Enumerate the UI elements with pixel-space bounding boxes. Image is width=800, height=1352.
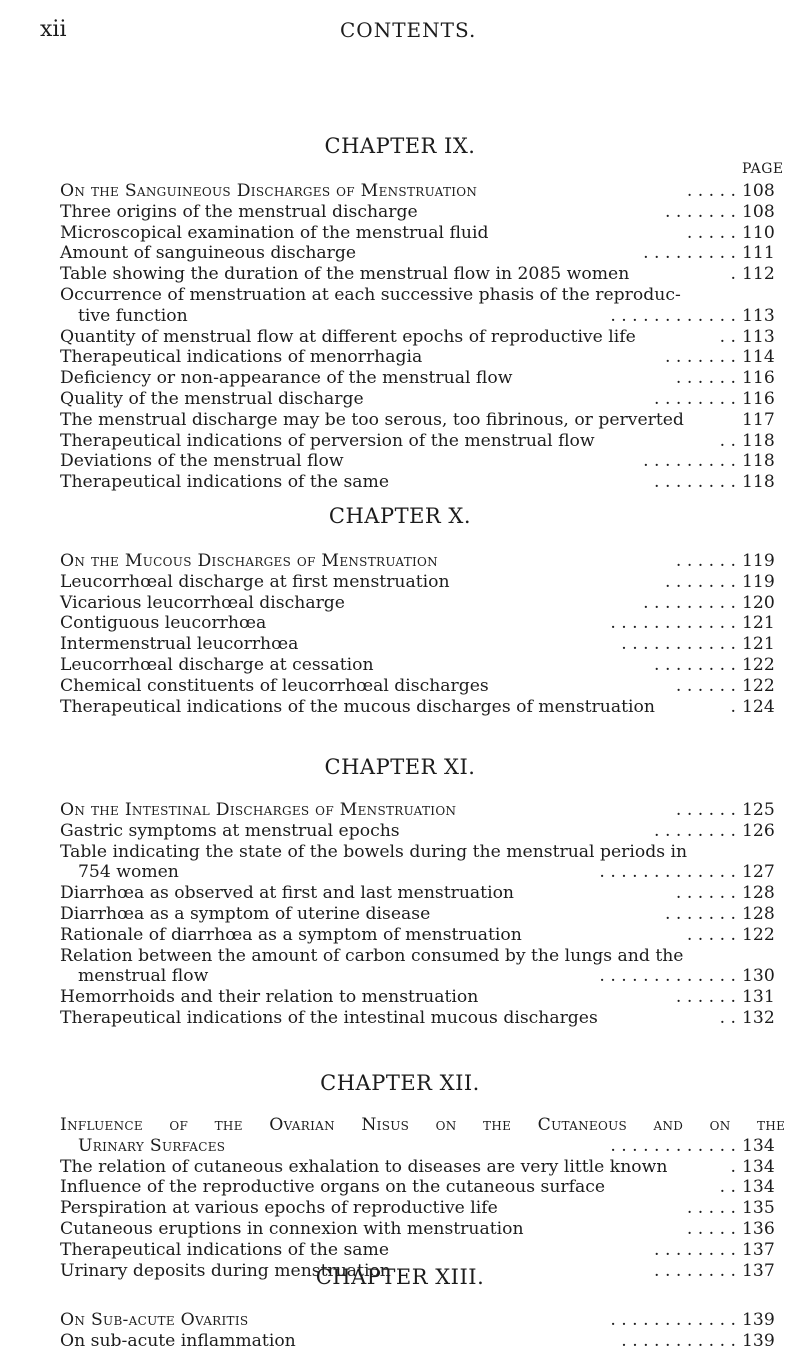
entry-page-number: 120: [742, 592, 775, 613]
entry-title: 754 women: [78, 862, 179, 883]
toc-entry: [0, 903, 800, 925]
toc-entry: [0, 263, 800, 285]
entry-page-number: 139: [742, 1310, 775, 1330]
entry-page-number: 113: [742, 326, 775, 347]
entry-title: Urinary Surfaces: [78, 1135, 226, 1156]
entry-title: Chemical constituents of leucorrhœal discharges: [60, 675, 489, 696]
dot-leader: . . . . . .: [675, 675, 736, 696]
entry-page-number: 119: [742, 551, 775, 571]
dot-leader: . .: [719, 430, 736, 451]
entry-page-number: 127: [742, 862, 775, 883]
entry-title: Three origins of the menstrual discharge: [60, 201, 418, 222]
dot-leader: . . . . . . . . . . . .: [610, 1310, 736, 1330]
toc-entry: [0, 367, 800, 389]
toc-entry: [0, 633, 800, 655]
entry-page-number: 119: [742, 571, 775, 592]
dot-leader: . . . . . . . .: [654, 655, 736, 675]
toc-section-entry: [0, 1309, 800, 1331]
entry-title: Leucorrhœal discharge at first menstruation: [60, 571, 450, 592]
entry-title: Deficiency or non-appearance of the menstrual flow: [60, 368, 513, 389]
toc-entry: [0, 388, 800, 410]
toc-entry: [0, 326, 800, 348]
entry-page-number: 128: [742, 883, 775, 904]
toc-entry: [0, 654, 800, 676]
entry-page-number: 134: [742, 1135, 775, 1156]
dot-leader: . . . . .: [686, 181, 736, 201]
toc-section-entry: [0, 550, 800, 572]
entry-page-number: 122: [742, 675, 775, 696]
entry-title: The relation of cutaneous exhalation to diseases are very little known: [60, 1156, 668, 1177]
toc-entry: [0, 1218, 800, 1240]
dot-leader: . . . . . .: [675, 883, 736, 904]
dot-leader: . . . . .: [686, 1198, 736, 1219]
entry-page-number: 137: [742, 1260, 775, 1281]
entry-page-number: 111: [742, 243, 775, 264]
entry-title: Contiguous leucorrhœa: [60, 613, 267, 634]
entry-title: menstrual flow: [78, 966, 209, 987]
entry-title: Influence of the reproductive organs on the cutaneous surface: [60, 1177, 606, 1198]
toc-section-entry: [0, 1114, 800, 1136]
dot-leader: . . . . . . . .: [654, 1260, 736, 1281]
entry-title: Therapeutical indications of the intestinal mucous discharges: [60, 1008, 598, 1028]
entry-title: On the Sanguineous Discharges of Menstruation: [60, 181, 478, 201]
dot-leader: . . . . . . . . .: [643, 592, 736, 613]
chapter-heading: CHAPTER XII.: [320, 1071, 480, 1095]
dot-leader: . . . . . . .: [664, 201, 736, 222]
entry-page-number: 116: [742, 368, 775, 389]
entry-page-number: 112: [742, 264, 775, 285]
toc-entry: [0, 222, 800, 244]
dot-leader: . . . . . . . . . . . .: [610, 305, 736, 326]
dot-leader: . . . . . . .: [664, 571, 736, 592]
dot-leader: . . . . . .: [675, 987, 736, 1008]
entry-title: Leucorrhœal discharge at cessation: [60, 655, 374, 675]
toc-entry: [0, 201, 800, 223]
entry-title: The menstrual discharge may be too serous, too fibrinous, or perverted: [60, 409, 684, 430]
toc-entry: [0, 571, 800, 593]
toc-entry: [0, 1197, 800, 1219]
dot-leader: . . . . . . . . .: [643, 243, 736, 264]
dot-leader: . . . . .: [686, 1219, 736, 1239]
toc-section-entry: [0, 180, 800, 202]
entry-title: Perspiration at various epochs of reproductive life: [60, 1198, 498, 1219]
entry-page-number: 108: [742, 201, 775, 222]
entry-title: tive function: [78, 305, 188, 326]
dot-leader: . . . . . . . .: [654, 820, 736, 841]
dot-leader: . . . . .: [686, 924, 736, 945]
toc-entry: [0, 924, 800, 946]
toc-entry: [0, 675, 800, 697]
chapter-heading: CHAPTER IX.: [324, 134, 476, 158]
entry-title: On Sub-acute Ovaritis: [60, 1310, 249, 1330]
dot-leader: . . . . . . . . .: [643, 451, 736, 472]
entry-title: Therapeutical indications of perversion of the menstrual flow: [60, 430, 595, 451]
entry-page-number: 110: [742, 222, 775, 243]
entry-title: Therapeutical indications of the same: [60, 1239, 390, 1260]
entry-title: Vicarious leucorrhœal discharge: [60, 592, 345, 613]
toc-entry: [0, 346, 800, 368]
dot-leader: . . . . . . . . . . . . .: [599, 966, 736, 987]
entry-page-number: 125: [742, 800, 775, 820]
entry-page-number: 134: [742, 1156, 775, 1177]
toc-entry: [0, 696, 800, 718]
chapter-heading: CHAPTER X.: [328, 504, 472, 528]
entry-title: Quality of the menstrual discharge: [60, 389, 364, 409]
entry-page-number: 117: [742, 409, 775, 430]
entry-page-number: 118: [742, 472, 775, 493]
entry-title: Table indicating the state of the bowels during the menstrual periods in: [60, 841, 688, 862]
dot-leader: . .: [719, 326, 736, 347]
toc-section-entry: [0, 1135, 800, 1157]
toc-entry: [0, 284, 800, 306]
dot-leader: . . . . . . . . . . . .: [610, 613, 736, 634]
dot-leader: . . . . . . . . . . . .: [610, 1135, 736, 1156]
entry-title: Relation between the amount of carbon consumed by the lungs and the: [60, 945, 684, 966]
entry-page-number: 139: [742, 1330, 775, 1351]
toc-entry: [0, 305, 800, 327]
dot-leader: .: [730, 1156, 736, 1177]
page-number: xii: [40, 17, 67, 42]
toc-entry: [0, 1176, 800, 1198]
toc-entry: [0, 861, 800, 883]
dot-leader: . . . . . . . . . . .: [621, 634, 736, 655]
entry-title: On the Intestinal Discharges of Menstruation: [60, 800, 457, 820]
dot-leader: . . . . . .: [675, 551, 736, 571]
entry-title: Diarrhœa as a symptom of uterine disease: [60, 904, 431, 924]
dot-leader: .: [730, 264, 736, 285]
entry-page-number: 135: [742, 1198, 775, 1219]
toc-entry: [0, 882, 800, 904]
dot-leader: . . . . . . . .: [654, 472, 736, 493]
entry-page-number: 121: [742, 634, 775, 655]
entry-page-number: 137: [742, 1239, 775, 1260]
toc-entry: [0, 1156, 800, 1178]
toc-entry: [0, 1007, 800, 1029]
toc-entry: [0, 986, 800, 1008]
entry-title: Amount of sanguineous discharge: [60, 243, 357, 264]
entry-title: Therapeutical indications of menorrhagia: [60, 347, 423, 368]
entry-page-number: 130: [742, 966, 775, 987]
dot-leader: . .: [719, 1177, 736, 1198]
dot-leader: . . . . . . .: [664, 347, 736, 368]
entry-page-number: 108: [742, 181, 775, 201]
entry-title: Diarrhœa as observed at first and last menstruation: [60, 883, 514, 904]
entry-title: Occurrence of menstruation at each successive phasis of the reproduc-: [60, 285, 681, 305]
entry-title: Intermenstrual leucorrhœa: [60, 634, 299, 655]
entry-title: Table showing the duration of the menstrual flow in 2085 women: [60, 264, 630, 285]
entry-page-number: 121: [742, 613, 775, 634]
toc-entry: [0, 409, 800, 431]
entry-page-number: 128: [742, 904, 775, 924]
entry-page-number: 113: [742, 305, 775, 326]
entry-page-number: 118: [742, 430, 775, 451]
entry-page-number: 124: [742, 696, 775, 717]
dot-leader: . . . . . . . .: [654, 389, 736, 409]
entry-page-number: 114: [742, 347, 775, 368]
dot-leader: . .: [719, 1008, 736, 1028]
entry-title: Hemorrhoids and their relation to menstruation: [60, 987, 479, 1008]
dot-leader: . . . . . .: [675, 368, 736, 389]
entry-page-number: 126: [742, 820, 775, 841]
entry-title: On the Mucous Discharges of Menstruation: [60, 551, 438, 571]
toc-entry: [0, 1330, 800, 1352]
entry-page-number: 122: [742, 655, 775, 675]
entry-page-number: 116: [742, 389, 775, 409]
toc-entry: [0, 945, 800, 967]
toc-entry: [0, 242, 800, 264]
entry-page-number: 134: [742, 1177, 775, 1198]
entry-page-number: 132: [742, 1008, 775, 1028]
toc-entry: [0, 841, 800, 863]
running-title: CONTENTS.: [340, 18, 477, 42]
entry-title: Gastric symptoms at menstrual epochs: [60, 820, 400, 841]
dot-leader: . . . . . . . . . . .: [621, 1330, 736, 1351]
toc-section-entry: [0, 799, 800, 821]
entry-title: Rationale of diarrhœa as a symptom of menstruation: [60, 924, 522, 945]
entry-page-number: 122: [742, 924, 775, 945]
toc-entry: [0, 471, 800, 493]
toc-entry: [0, 612, 800, 634]
chapter-heading: CHAPTER XIII.: [315, 1265, 485, 1289]
dot-leader: . . . . . . . . . . . . .: [599, 862, 736, 883]
dot-leader: . . . . . . . .: [654, 1239, 736, 1260]
toc-entry: [0, 450, 800, 472]
entry-title: Therapeutical indications of the mucous discharges of menstruation: [60, 696, 655, 717]
dot-leader: . . . . . . .: [664, 904, 736, 924]
toc-entry: [0, 1239, 800, 1261]
toc-entry: [0, 820, 800, 842]
dot-leader: .: [730, 696, 736, 717]
entry-title: Microscopical examination of the menstrual fluid: [60, 222, 489, 243]
entry-title: Cutaneous eruptions in connexion with menstruation: [60, 1219, 524, 1239]
dot-leader: . . . . . .: [675, 800, 736, 820]
entry-title: On sub-acute inflammation: [60, 1330, 296, 1351]
entry-title: Quantity of menstrual flow at different epochs of reproductive life: [60, 326, 636, 347]
entry-page-number: 136: [742, 1219, 775, 1239]
chapter-heading: CHAPTER XI.: [324, 755, 476, 779]
entry-page-number: 131: [742, 987, 775, 1008]
toc-entry: [0, 430, 800, 452]
entry-title: Deviations of the menstrual flow: [60, 451, 344, 472]
toc-entry: [0, 965, 800, 987]
page-column-label: PAGE: [742, 161, 784, 177]
entry-title: Therapeutical indications of the same: [60, 472, 390, 493]
entry-title: Urinary deposits during menstruation: [60, 1260, 391, 1281]
entry-title: Influence of the Ovarian Nisus on the Cutaneous and on the: [60, 1115, 786, 1135]
toc-entry: [0, 592, 800, 614]
dot-leader: . . . . .: [686, 222, 736, 243]
entry-page-number: 118: [742, 451, 775, 472]
